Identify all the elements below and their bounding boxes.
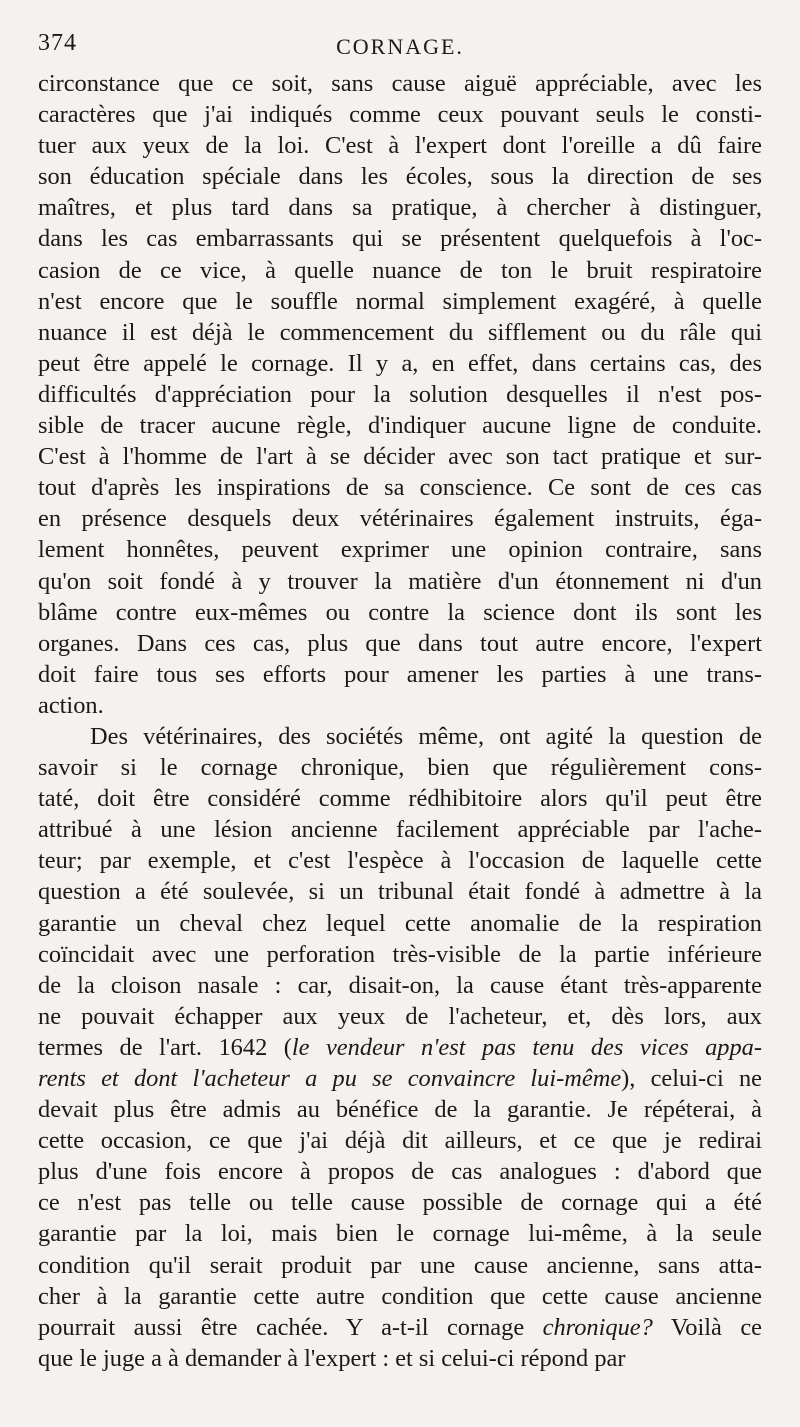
text-line [38,441,762,472]
text-line [38,845,762,876]
text-run: devait plus être admis au bénéfice de la garantie. Je répéterai, à [38,1096,762,1124]
text-line [38,970,762,1001]
text-line [38,286,762,317]
running-title: CORNAGE. [336,34,464,59]
text-line [38,99,762,130]
text-line [38,939,762,970]
text-run: garantie par la loi, mais bien le cornage lui-même, à la seule [38,1220,762,1248]
text-run: circonstance que ce soit, sans cause aiguë appréciable, avec les [38,70,762,97]
text-run: tuer aux yeux de la loi. C'est à l'expert dont l'oreille a dû faire [38,132,762,160]
text-run: peut être appelé le cornage. Il y a, en effet, dans certains cas, des [38,349,762,377]
text-line [38,503,762,534]
text-run: coïncidait avec une perforation très-visible de la partie inférieure [38,940,762,968]
text-run: que le juge a à demander à l'expert : et si celui-ci répond par [38,1344,626,1372]
text-line [38,192,762,223]
text-run: tout d'après les inspirations de sa conscience. Ce sont de ces cas [38,474,762,502]
text-run: C'est à l'homme de l'art à se décider avec son tact pratique et sur- [38,443,762,471]
text-run: cher à la garantie cette autre condition que cette cause ancienne [38,1282,762,1310]
text-run: qu'on soit fondé à y trouver la matière d'un étonnement ni d'un [38,567,762,595]
text-run: doit faire tous ses efforts pour amener les parties à une trans- [38,660,762,688]
text-line [38,721,762,752]
text-line [38,410,762,441]
text-run: casion de ce vice, à quelle nuance de ton le bruit respiratoire [38,256,762,284]
text-line [38,690,762,721]
text-run: garantie un cheval chez lequel cette anomalie de la respiration [38,909,762,937]
text-line [38,1156,762,1187]
text-run: question a été soulevée, si un tribunal était fondé à admettre à la [38,878,762,906]
text-run: maîtres, et plus tard dans sa pratique, à chercher à distinguer, [38,194,762,222]
text-run: organes. Dans ces cas, plus que dans tout autre encore, l'expert [38,629,762,657]
text-line [38,1125,762,1156]
text-run: n'est encore que le souffle normal simplement exagéré, à quelle [38,287,762,315]
text-line [38,1312,762,1343]
text-run: sible de tracer aucune règle, d'indiquer aucune ligne de conduite. [38,412,762,440]
text-line [38,68,762,99]
text-line [38,472,762,503]
text-run: Des vétérinaires, des sociétés même, ont agité la question de [90,722,762,750]
text-line [38,908,762,939]
italic-text: rents et dont l'acheteur a pu se convaincre lui-même [38,1065,622,1092]
text-run: ce n'est pas telle ou telle cause possible de cornage qui a été [38,1189,762,1217]
page-number: 374 [38,30,77,56]
text-line [38,1032,762,1063]
text-line [38,1281,762,1312]
text-run: lement honnêtes, peuvent exprimer une opinion contraire, sans [38,536,762,564]
text-run: nuance il est déjà le commencement du sifflement ou du râle qui [38,318,762,346]
text-run: pourrait aussi être cachée. Y a-t-il cornage [38,1313,543,1341]
text-run: attribué à une lésion ancienne facilement appréciable par l'ache- [38,816,762,844]
text-line [38,659,762,690]
text-line [38,1250,762,1281]
italic-text: chronique? [542,1313,653,1341]
text-run: caractères que j'ai indiqués comme ceux pouvant seuls le consti- [38,101,762,129]
page-header [38,30,762,68]
text-line [38,161,762,192]
text-run: action. [38,691,104,719]
text-run: condition qu'il serait produit par une cause ancienne, sans atta- [38,1251,762,1279]
italic-text: le vendeur n'est pas tenu des vices appa- [291,1033,762,1061]
text-run: ), celui-ci ne [621,1065,762,1092]
text-line [38,876,762,907]
text-line [38,1343,762,1374]
text-run: difficultés d'appréciation pour la solution desquelles il n'est pos- [38,380,762,408]
text-line [38,1094,762,1125]
body-text [38,68,762,1374]
text-run: taté, doit être considéré comme rédhibitoire alors qu'il peut être [38,785,762,813]
text-line [38,566,762,597]
text-run: teur; par exemple, et c'est l'espèce à l'occasion de laquelle cette [38,847,762,875]
text-line [38,752,762,783]
paragraph [38,68,762,721]
text-run: termes de l'art. 1642 ( [38,1033,292,1061]
text-run: dans les cas embarrassants qui se présentent quelquefois à l'oc- [38,225,762,253]
text-line [38,130,762,161]
text-run: son éducation spéciale dans les écoles, sous la direction de ses [38,163,762,191]
text-run: en présence desquels deux vétérinaires également instruits, éga- [38,505,762,533]
text-run: plus d'une fois encore à propos de cas analogues : d'abord que [38,1158,762,1186]
text-line [38,317,762,348]
text-run: Voilà ce [652,1313,762,1341]
text-line [38,534,762,565]
text-line [38,223,762,254]
paragraph [38,721,762,1374]
text-line [38,783,762,814]
text-run: blâme contre eux-mêmes ou contre la science dont ils sont les [38,598,762,626]
text-line [38,814,762,845]
text-line [38,1218,762,1249]
text-line [38,628,762,659]
text-line [38,1187,762,1218]
text-line [38,1001,762,1032]
text-line [38,597,762,628]
text-run: de la cloison nasale : car, disait-on, la cause étant très-apparente [38,971,762,999]
text-line [38,1063,762,1094]
text-run: ne pouvait échapper aux yeux de l'acheteur, et, dès lors, aux [38,1002,762,1030]
text-line [38,348,762,379]
text-run: cette occasion, ce que j'ai déjà dit ailleurs, et ce que je redirai [38,1127,762,1155]
text-line [38,379,762,410]
text-line [38,255,762,286]
text-run: savoir si le cornage chronique, bien que régulièrement cons- [38,754,762,782]
